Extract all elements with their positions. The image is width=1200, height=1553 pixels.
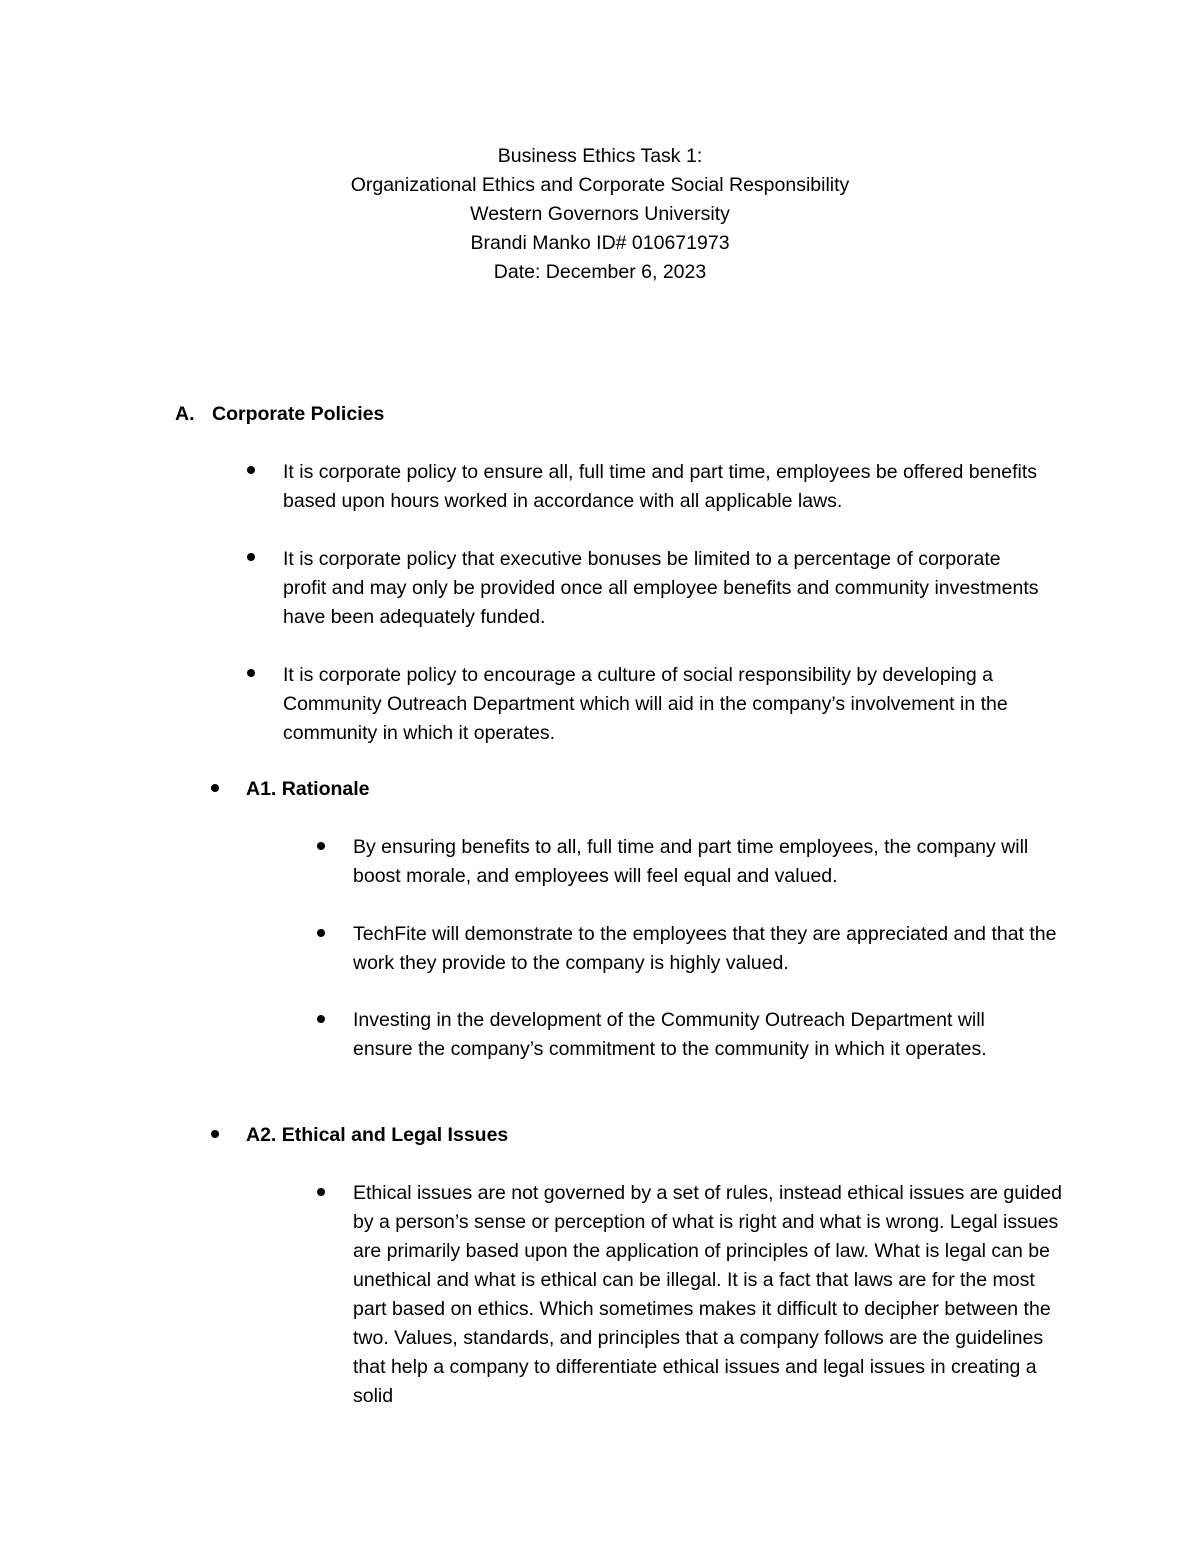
title-author: Brandi Manko ID# 010671973	[470, 232, 730, 254]
policy-text: It is corporate policy that executive bonuses be limited to a percentage of corporate profit and may only be provided once all employee benefits and community investments have been adequately funded.	[283, 548, 1039, 628]
title-block	[0, 142, 1200, 287]
bullet-icon	[317, 929, 325, 937]
a2-heading: A2. Ethical and Legal Issues	[246, 1124, 509, 1146]
bullet-icon	[247, 466, 255, 474]
rationale-text: Investing in the development of the Community Outreach Department will ensure the company’s commitment to the community in which it operates.	[353, 1009, 987, 1060]
a1-heading: A1. Rationale	[246, 778, 370, 800]
bullet-icon	[247, 553, 255, 561]
title-date: Date: December 6, 2023	[493, 261, 707, 283]
section-a-letter: A.	[175, 403, 195, 425]
policy-text: It is corporate policy to ensure all, full time and part time, employees be offered benefits based upon hours worked in accordance with all applicable laws.	[283, 461, 1038, 512]
bullet-icon	[317, 1015, 325, 1023]
issue-text: Ethical issues are not governed by a set of rules, instead ethical issues are guided by a person’s sense or perception of what is right and what is wrong. Legal issues are primarily based upon the application of principles of law. What is legal can be unethical and what is ethical can be illegal. It is a fact that laws are for the most part based on ethics. Which sometimes makes it difficult to decipher between the two. Values, standards, and principles that a company follows are the guidelines that help a company to differentiate ethical issues and legal issues in creating a solid	[353, 1182, 1062, 1407]
bullet-icon	[317, 1188, 325, 1196]
bullet-icon	[211, 784, 219, 792]
policy-text: It is corporate policy to encourage a culture of social responsibility by developing a Community Outreach Department which will aid in the company’s involvement in the community in which it operates.	[283, 664, 1008, 744]
title-task: Business Ethics Task 1:	[497, 145, 703, 167]
section-a-title: Corporate Policies	[212, 403, 385, 425]
bullet-icon	[317, 842, 325, 850]
title-subject: Organizational Ethics and Corporate Social Responsibility	[350, 174, 850, 196]
bullet-icon	[211, 1130, 219, 1138]
rationale-text: By ensuring benefits to all, full time and part time employees, the company will boost morale, and employees will feel equal and valued.	[353, 836, 1029, 887]
rationale-text: TechFite will demonstrate to the employees that they are appreciated and that the work they provide to the company is highly valued.	[353, 923, 1057, 974]
title-university: Western Governors University	[470, 203, 730, 225]
bullet-icon	[247, 669, 255, 677]
section-a-heading	[175, 400, 384, 429]
